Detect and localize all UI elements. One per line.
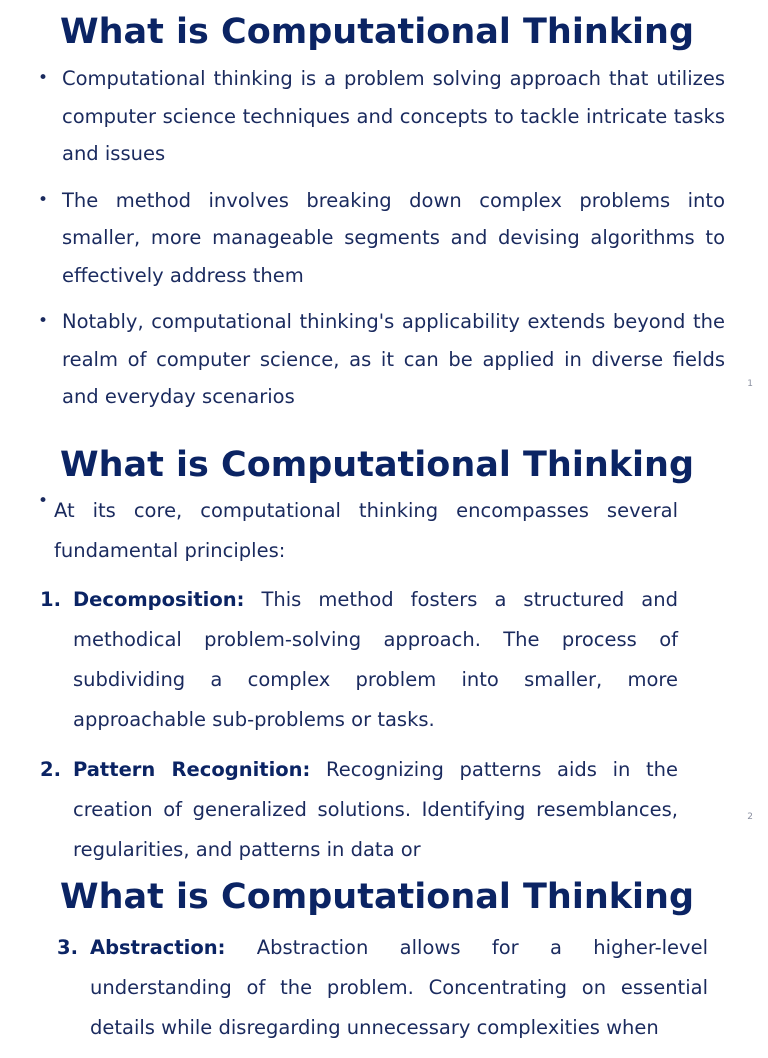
bullet-text: Notably, computational thinking's applicability extends beyond the realm of computer science, as it can be applied in diverse fields and everyday scenarios: [62, 310, 725, 408]
slide-2: [0, 432, 768, 864]
principle-term: Abstraction:: [90, 936, 226, 959]
bullet-icon: •: [38, 189, 49, 210]
list-number: 3.: [57, 936, 78, 959]
principles-list: [40, 580, 678, 880]
page-number: 2: [747, 812, 753, 822]
list-item: [57, 928, 708, 1048]
principle-term: Pattern Recognition:: [73, 758, 311, 781]
slide-title: What is Computational Thinking: [59, 445, 695, 485]
principle-text: Recognizing patterns aids in the creation of generalized solutions. Identifying resemblances, regularities, and patterns in data or: [73, 758, 679, 861]
intro-text: At its core, computational thinking encompasses several fundamental principles:: [54, 499, 678, 562]
list-item: [38, 303, 725, 416]
slide-1: [0, 0, 768, 432]
page-number: 1: [747, 379, 753, 389]
bullet-list: [38, 60, 725, 425]
bullet-icon: •: [38, 68, 49, 88]
principles-list: [57, 928, 708, 1058]
list-item: [40, 580, 678, 740]
principle-term: Decomposition:: [73, 588, 245, 611]
principle-text: This method fosters a structured and methodical problem-solving approach. The process of subdividing a complex problem into smaller, more approachable sub-problems or tasks.: [73, 588, 678, 731]
slide-title: What is Computational Thinking: [59, 877, 695, 917]
list-number: 2.: [40, 758, 61, 781]
bullet-text: Computational thinking is a problem solving approach that utilizes computer science techniques and concepts to tackle intricate tasks and issues: [62, 67, 725, 165]
list-item: [38, 182, 725, 295]
list-item: [38, 60, 725, 173]
intro-paragraph: [38, 491, 678, 570]
slide-3: [0, 864, 768, 1039]
principle-text: Abstraction allows for a higher-level understanding of the problem. Concentrating on essential details while disregarding unnecessary complexities when: [90, 936, 708, 1039]
slide-title: What is Computational Thinking: [59, 12, 695, 52]
bullet-icon: •: [38, 491, 49, 511]
list-number: 1.: [40, 588, 61, 611]
list-item: [40, 750, 678, 870]
bullet-text: The method involves breaking down complex problems into smaller, more manageable segments and devising algorithms to effectively address them: [62, 188, 725, 287]
bullet-icon: •: [38, 311, 49, 331]
